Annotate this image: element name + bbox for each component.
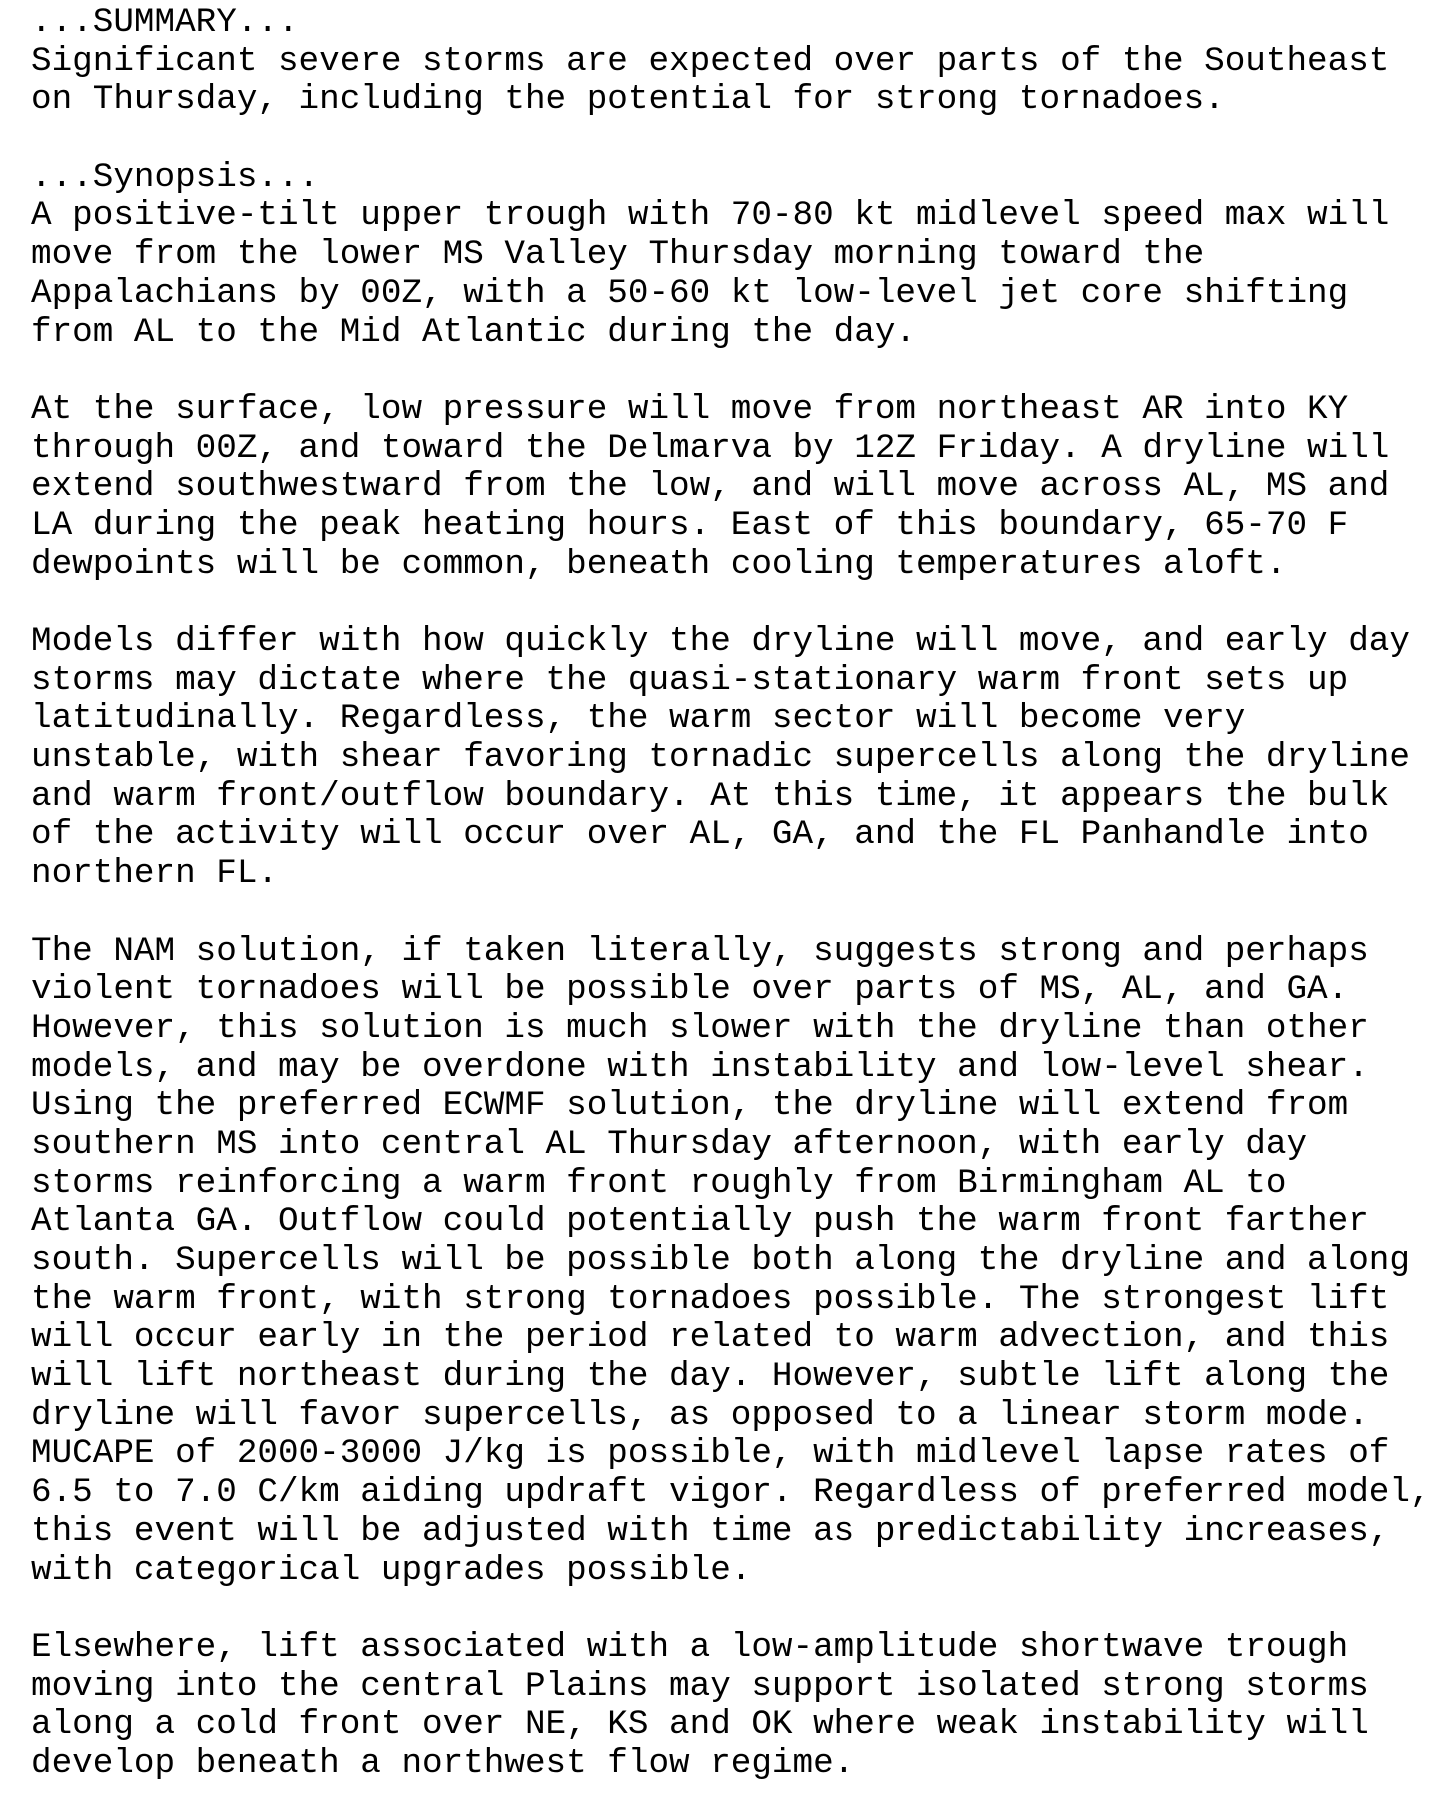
text-line: extend southwestward from the low, and will move across AL, MS and xyxy=(31,467,1390,507)
text-line: unstable, with shear favoring tornadic supercells along the dryline xyxy=(31,738,1410,778)
summary-heading: ...SUMMARY... xyxy=(31,3,299,42)
text-line: Models differ with how quickly the dryline will move, and early day xyxy=(31,622,1410,661)
text-line: Appalachians by 00Z, with a 50-60 kt low-level jet core shifting xyxy=(31,273,1349,313)
text-line: A positive-tilt upper trough with 70-80 kt midlevel speed max will xyxy=(31,196,1390,236)
text-line: south. Supercells will be possible both along the dryline and along xyxy=(31,1241,1410,1280)
text-line: and warm front/outflow boundary. At this time, it appears the bulk xyxy=(31,776,1390,816)
text-line: develop beneath a northwest flow regime. xyxy=(31,1743,855,1783)
text-line: this event will be adjusted with time as predictability increases, xyxy=(31,1511,1390,1551)
paragraph-gap xyxy=(31,894,1431,933)
text-line: dewpoints will be common, beneath cooling temperatures aloft. xyxy=(31,544,1287,584)
text-line: from AL to the Mid Atlantic during the day. xyxy=(31,312,917,352)
text-line: latitudinally. Regardless, the warm sector will become very xyxy=(31,699,1246,739)
text-line: with categorical upgrades possible. xyxy=(31,1550,752,1590)
text-line: However, this solution is much slower with the dryline than other xyxy=(31,1008,1369,1048)
paragraph-gap xyxy=(31,120,1431,159)
text-line: Elsewhere, lift associated with a low-amplitude shortwave trough xyxy=(31,1627,1349,1667)
text-line: dryline will favor supercells, as opposed to a linear storm mode. xyxy=(31,1395,1369,1435)
paragraph-gap xyxy=(31,352,1431,391)
text-line: models, and may be overdone with instability and low-level shear. xyxy=(31,1047,1369,1087)
forecast-discussion xyxy=(31,4,1431,1784)
text-line: will lift northeast during the day. However, subtle lift along the xyxy=(31,1357,1390,1397)
text-line: violent tornadoes will be possible over parts of MS, AL, and GA. xyxy=(31,970,1349,1010)
text-line: Atlanta GA. Outflow could potentially push the warm front farther xyxy=(31,1202,1369,1242)
paragraph-summary xyxy=(31,4,1431,120)
text-line: 6.5 to 7.0 C/km aiding updraft vigor. Regardless of preferred model, xyxy=(31,1473,1431,1513)
text-line: storms may dictate where the quasi-stationary warm front sets up xyxy=(31,660,1349,700)
text-line: Significant severe storms are expected over parts of the Southeast xyxy=(31,41,1390,81)
text-line: on Thursday, including the potential for strong tornadoes. xyxy=(31,80,1225,120)
text-line: the warm front, with strong tornadoes possible. The strongest lift xyxy=(31,1279,1390,1319)
text-line: along a cold front over NE, KS and OK where weak instability will xyxy=(31,1705,1369,1745)
text-line: storms reinforcing a warm front roughly from Birmingham AL to xyxy=(31,1163,1287,1203)
text-line: Using the preferred ECWMF solution, the dryline will extend from xyxy=(31,1086,1349,1126)
paragraph-synopsis xyxy=(31,159,1431,352)
paragraph-elsewhere xyxy=(31,1629,1431,1784)
text-line: The NAM solution, if taken literally, suggests strong and perhaps xyxy=(31,931,1369,971)
text-line: southern MS into central AL Thursday afternoon, with early day xyxy=(31,1124,1308,1164)
text-line: of the activity will occur over AL, GA, and the FL Panhandle into xyxy=(31,815,1369,855)
text-line: moving into the central Plains may support isolated strong storms xyxy=(31,1666,1369,1706)
text-line: northern FL. xyxy=(31,854,278,894)
paragraph-nam xyxy=(31,933,1431,1591)
paragraph-models xyxy=(31,623,1431,894)
synopsis-heading: ...Synopsis... xyxy=(31,157,320,197)
paragraph-surface xyxy=(31,391,1431,584)
paragraph-gap xyxy=(31,584,1431,623)
text-line: will occur early in the period related to warm advection, and this xyxy=(31,1318,1390,1358)
text-line: MUCAPE of 2000-3000 J/kg is possible, with midlevel lapse rates of xyxy=(31,1434,1390,1474)
text-line: LA during the peak heating hours. East of this boundary, 65-70 F xyxy=(31,505,1349,545)
text-line: move from the lower MS Valley Thursday morning toward the xyxy=(31,235,1205,275)
text-line: At the surface, low pressure will move from northeast AR into KY xyxy=(31,389,1349,429)
paragraph-gap xyxy=(31,1590,1431,1629)
text-line: through 00Z, and toward the Delmarva by 12Z Friday. A dryline will xyxy=(31,428,1390,468)
